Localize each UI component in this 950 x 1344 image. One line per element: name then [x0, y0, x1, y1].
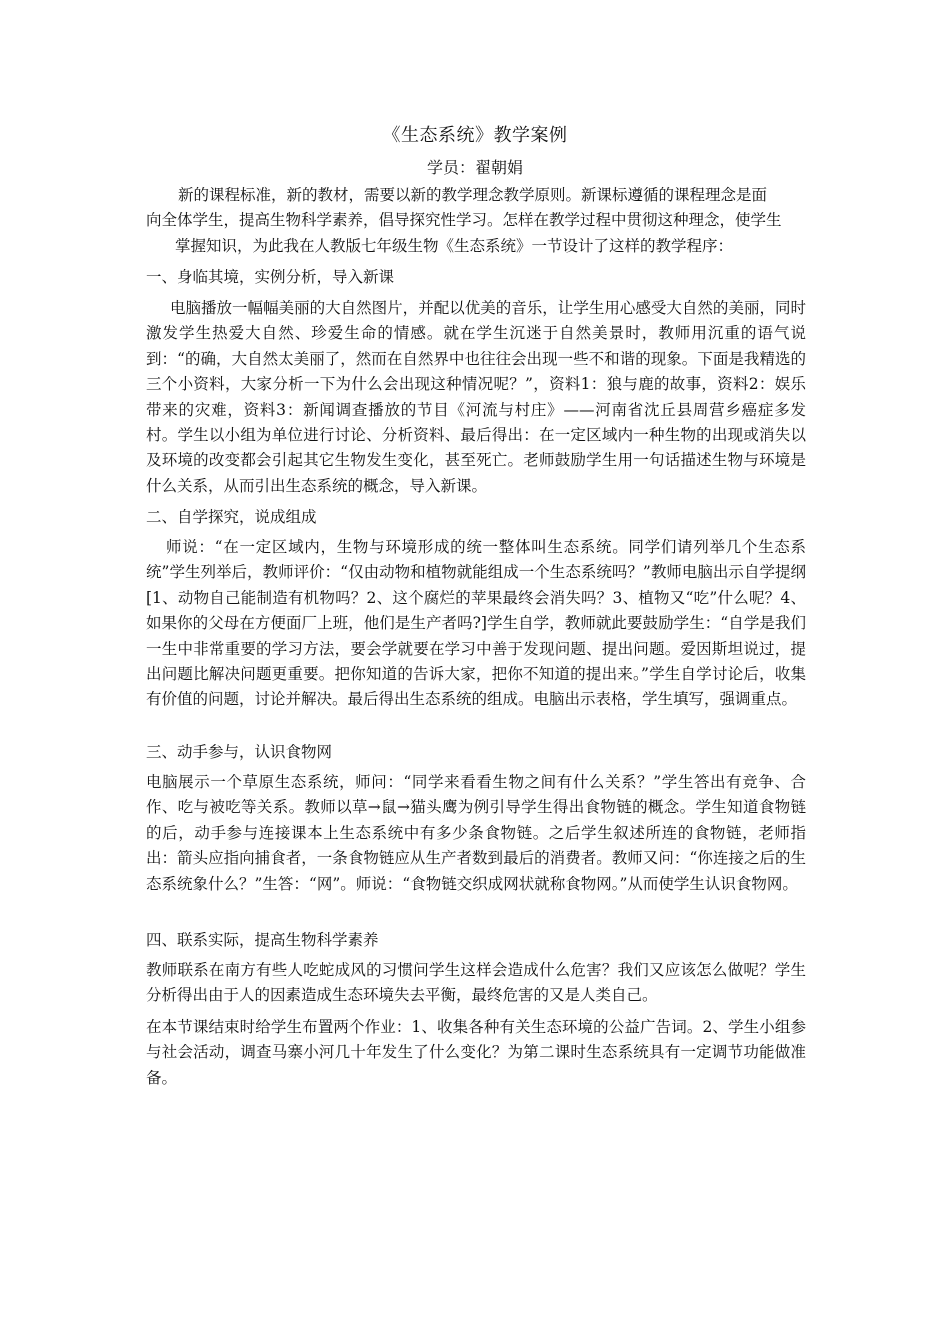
paragraph-text: 电脑播放一幅幅美丽的大自然图片，并配以优美的音乐，让学生用心感受大自然的美丽，同时激发学生热爱大自然、珍爱生命的情感。就在学生沉迷于自然美景时，教师用沉重的语气说到：“的确，大自然太美丽了，然而在自然界中也往往会出现一些不和谐的现象。下面是我精选的三个小资料，大家分析一下为什么会出现这种情况呢？”，资料1：狼与鹿的故事，资料2：娱乐带来的灾难，资料3：新闻调查播放的节目《河流与村庄》——河南省沈丘县周营乡癌症多发村。学生以小组为单位进行讨论、分析资料、最后得出：在一定区域内一种生物的出现或消失以及环境的改变都会引起其它生物发生变化，甚至死亡。老师鼓励学生用一句话描述生物与环境是什么关系，从而引出生态系统的概念，导入新课。 [146, 299, 806, 495]
section-heading-4: 四、联系实际，提高生物科学素养 [146, 931, 379, 949]
paragraph-text: 电脑展示一个草原生态系统，师问：“同学来看看生物之间有什么关系？”学生答出有竞争、合作、吃与被吃等关系。教师以草→鼠→猫头鹰为例引导学生得出食物链的概念。学生知道食物链的后，动手参与连接课本上生态系统中有多少条食物链。之后学生叙述所连的食物链，老师指出：箭头应指向捕食者，一条食物链应从生产者数到最后的消费者。教师又问：“你连接之后的生态系统象什么？”生答：“网”。师说：“食物链交织成网状就称食物网。”从而使学生认识食物网。 [146, 773, 806, 893]
intro-line: 掌握知识，为此我在人教版七年级生物《生态系统》一节设计了这样的教学程序： [175, 236, 734, 255]
intro-paragraph [146, 183, 806, 259]
intro-line: 新的课程标准，新的教材，需要以新的教学理念教学原则。新课标遵循的课程理念是面 [178, 186, 768, 204]
paragraph-text: 在本节课结束时给学生布置两个作业：1、收集各种有关生态环境的公益广告词。2、学生小组参与社会活动，调查马寨小河几十年发生了什么变化？为第二课时生态系统具有一定调节功能做准备。 [146, 1018, 806, 1087]
section-1-paragraph [146, 296, 806, 499]
section-2-paragraph [146, 535, 806, 713]
author-line: 学员：翟朝娟 [426, 158, 523, 177]
homework-paragraph [146, 1015, 806, 1091]
section-3-paragraph [146, 770, 806, 897]
intro-line: 向全体学生，提高生物科学素养，倡导探究性学习。怎样在教学过程中贯彻这种理念，使学生 [146, 211, 782, 230]
paragraph-text: 师说：“在一定区域内，生物与环境形成的统一整体叫生态系统。同学们请列举几个生态系统”学生列举后，教师评价：“仅由动物和植物就能组成一个生态系统吗？”教师电脑出示自学提纲[1、动物自己能制造有机物吗？2、这个腐烂的苹果最终会消失吗？3、植物又“吃”什么呢？4、如果你的父母在方便面厂上班，他们是生产者吗?]学生自学，教师就此要鼓励学生：“自学是我们一生中非常重要的学习方法，要会学就要在学习中善于发现问题、提出问题。爱因斯坦说过，提出问题比解决问题更重要。把你知道的告诉大家，把你不知道的提出来。”学生自学讨论后，收集有价值的问题，讨论并解决。最后得出生态系统的组成。电脑出示表格，学生填写，强调重点。 [146, 538, 806, 709]
section-heading-3: 三、动手参与，认识食物网 [146, 743, 333, 761]
paragraph-text: 教师联系在南方有些人吃蛇成风的习惯问学生这样会造成什么危害？我们又应该怎么做呢？学生分析得出由于人的因素造成生态环境失去平衡，最终危害的又是人类自己。 [146, 961, 806, 1005]
section-4-paragraph [146, 958, 806, 1009]
section-heading-1: 一、身临其境，实例分析，导入新课 [146, 268, 395, 286]
document-title: 《生态系统》教学案例 [382, 125, 568, 146]
section-heading-2: 二、自学探究，说成组成 [146, 508, 317, 526]
